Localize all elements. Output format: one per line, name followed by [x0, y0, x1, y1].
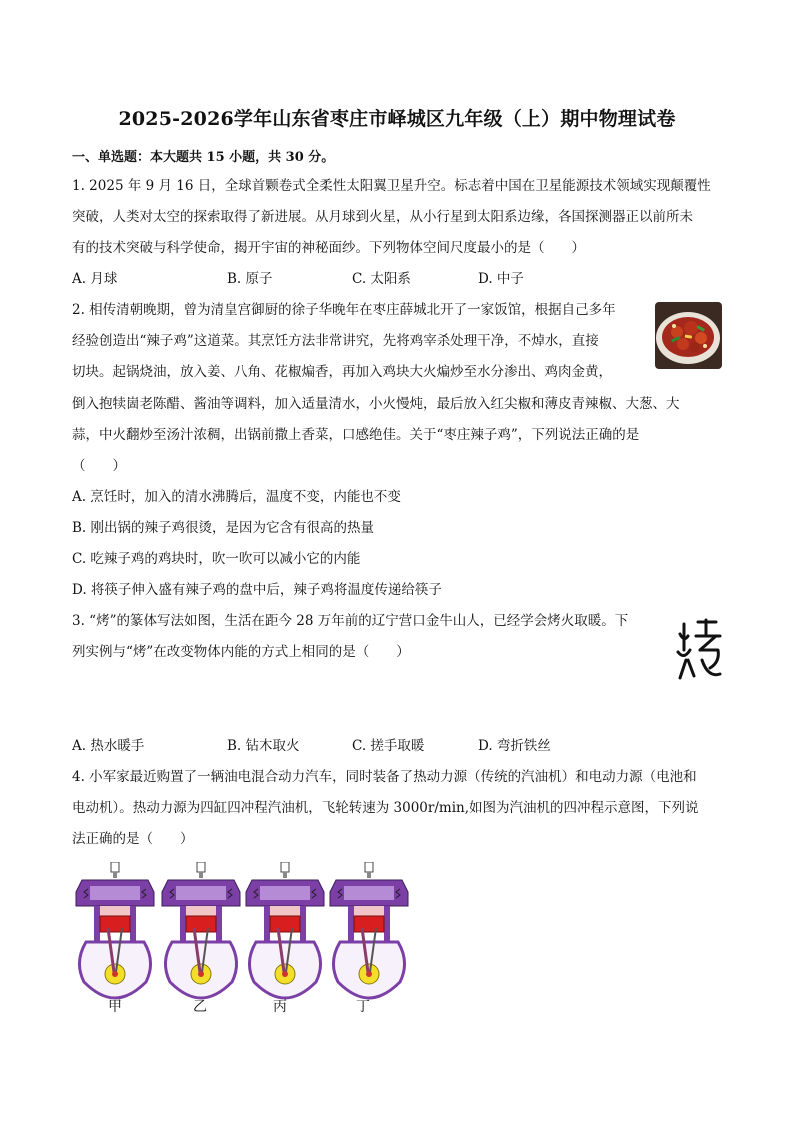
q2-line-2: 经验创造出“辣子鸡”这道菜。其烹饪方法非常讲究，先将鸡宰杀处理干净，不焯水，直接	[72, 333, 599, 349]
q3-option-b: B. 钻木取火	[227, 738, 300, 754]
q4-line-2: 电动机）。热动力源为四缸四冲程汽油机，飞轮转速为 3000r/min,如图为汽油机的四冲程示意图，下列说	[72, 800, 699, 816]
section-heading: 一、单选题：本大题共 15 小题，共 30 分。	[72, 150, 335, 165]
engine-ding	[330, 862, 408, 998]
engine-bing	[246, 862, 324, 998]
q2-option-d: D. 将筷子伸入盛有辣子鸡的盘中后，辣子鸡将温度传递给筷子	[72, 582, 442, 598]
q2-line-3: 切块。起锅烧油，放入姜、八角、花椒煸香，再加入鸡块大火煸炒至水分渗出、鸡肉金黄，	[72, 364, 612, 380]
q2-line-6: （ ）	[72, 458, 126, 474]
q1-line-3: 有的技术突破与科学使命，揭开宇宙的神秘面纱。下列物体空间尺度最小的是（ ）	[72, 240, 585, 256]
q1-line-1: 1. 2025 年 9 月 16 日，全球首颗卷式全柔性太阳翼卫星升空。标志着中国在卫星能源技术领域实现颠覆性	[72, 178, 711, 194]
engine-label-yi: 乙	[193, 999, 207, 1015]
engine-label-jia: 甲	[108, 999, 122, 1015]
q2-line-4: 倒入抱犊崮老陈醋、酱油等调料，加入适量清水，小火慢炖，最后放入红尖椒和薄皮青辣椒、大葱、大	[72, 396, 680, 412]
q3-line-1: 3. “烤”的篆体写法如图，生活在距今 28 万年前的辽宁营口金牛山人，已经学会烤火取暖。下	[72, 613, 629, 629]
engine-label-ding: 丁	[356, 999, 370, 1015]
engine-yi	[162, 862, 240, 998]
q4-line-3: 法正确的是（ ）	[72, 831, 194, 847]
exam-title: 2025-2026学年山东省枣庄市峄城区九年级（上）期中物理试卷	[118, 108, 676, 130]
q2-option-c: C. 吃辣子鸡的鸡块时，吹一吹可以减小它的内能	[72, 551, 361, 567]
q1-option-b: B. 原子	[227, 271, 273, 287]
q1-option-d: D. 中子	[478, 271, 524, 287]
seal-script-kao-figure	[676, 616, 724, 684]
engine-label-bing: 丙	[273, 999, 287, 1015]
q2-line-1: 2. 相传清朝晚期，曾为清皇宫御厨的徐子华晚年在枣庄薛城北开了一家饭馆，根据自己多年	[72, 302, 616, 318]
spicy-chicken-photo	[655, 302, 722, 369]
q2-option-a: A. 烹饪时，加入的清水沸腾后，温度不变，内能也不变	[72, 489, 401, 505]
q3-line-2: 列实例与“烤”在改变物体内能的方式上相同的是（ ）	[72, 644, 410, 660]
q3-option-a: A. 热水暖手	[72, 738, 145, 754]
q3-option-c: C. 搓手取暖	[352, 738, 425, 754]
engine-jia	[76, 862, 154, 998]
q2-option-b: B. 刚出锅的辣子鸡很烫，是因为它含有很高的热量	[72, 520, 375, 536]
q3-option-d: D. 弯折铁丝	[478, 738, 551, 754]
q1-option-a: A. 月球	[72, 271, 118, 287]
q2-line-5: 蒜，中火翻炒至汤汁浓稠，出锅前撒上香菜，口感绝佳。关于“枣庄辣子鸡”，下列说法正确的是	[72, 427, 640, 443]
q1-option-c: C. 太阳系	[352, 271, 411, 287]
q4-line-1: 4. 小军家最近购置了一辆油电混合动力汽车，同时装备了热动力源（传统的汽油机）和电动力源（电池和	[72, 769, 697, 785]
q1-line-2: 突破，人类对太空的探索取得了新进展。从月球到火星，从小行星到太阳系边缘，各国探测器正以前所未	[72, 209, 693, 225]
